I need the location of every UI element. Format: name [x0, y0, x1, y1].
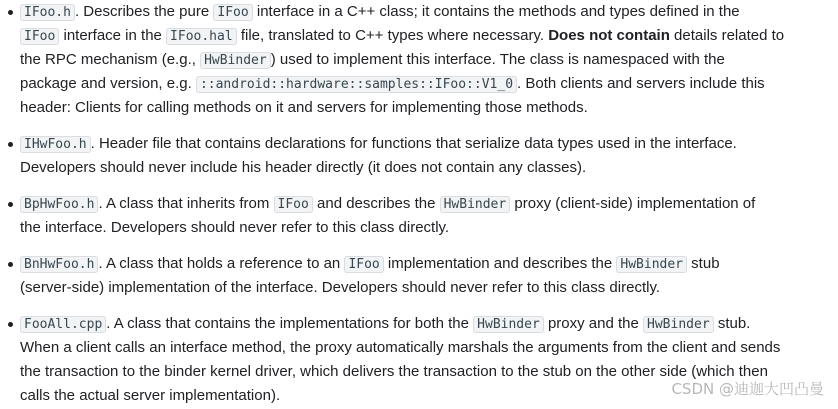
inline-code: HwBinder — [440, 196, 511, 213]
bullet-icon — [8, 202, 13, 207]
text-line — [20, 192, 836, 216]
text-run: . Describes the pure — [74, 3, 214, 20]
text-line — [20, 216, 836, 240]
list-item-text — [20, 192, 836, 240]
text-run: and describes the — [312, 195, 440, 212]
text-run: proxy and the — [543, 315, 644, 332]
inline-code: IFoo — [274, 196, 313, 213]
text-line — [20, 156, 836, 180]
text-run: the RPC mechanism (e.g., — [20, 51, 201, 68]
bullet-icon — [8, 322, 13, 327]
text-run: the transaction to the binder kernel driver, which delivers the transaction to the stub on the other side (which then — [20, 363, 768, 380]
text-run: . Both clients and servers include this — [517, 75, 765, 92]
text-line — [20, 48, 836, 72]
text-line — [20, 24, 836, 48]
text-run: file, translated to C++ types where necessary. — [236, 27, 549, 44]
inline-code: IHwFoo.h — [20, 136, 91, 153]
text-run: interface in the — [59, 27, 167, 44]
inline-code: HwBinder — [473, 316, 544, 333]
text-run: When a client calls an interface method, the proxy automatically marshals the arguments from the client and sends — [20, 339, 781, 356]
text-line — [20, 336, 836, 360]
text-run: the interface. Developers should never refer to this class directly. — [20, 219, 450, 236]
text-run: Developers should never include his header directly (it does not contain any classes). — [20, 159, 587, 176]
text-run: stub — [687, 255, 720, 272]
inline-code: HwBinder — [616, 256, 687, 273]
text-run: . A class that contains the implementations for both the — [106, 315, 474, 332]
inline-code: IFoo.hal — [166, 28, 237, 45]
text-run: proxy (client-side) implementation of — [510, 195, 756, 212]
inline-code: ::android::hardware::samples::IFoo::V1_0 — [196, 76, 517, 93]
bullet-icon — [8, 262, 13, 267]
inline-code: HwBinder — [200, 52, 271, 69]
inline-code: BpHwFoo.h — [20, 196, 98, 213]
text-run: header: Clients for calling methods on it and servers for implementing those methods. — [20, 99, 588, 116]
text-run: stub. — [713, 315, 751, 332]
text-run: (server-side) implementation of the interface. Developers should never refer to this class directly. — [20, 279, 660, 296]
text-run: . Header file that contains declarations for functions that serialize data types used in the interface. — [90, 135, 737, 152]
text-run: ) used to implement this interface. The class is namespaced with the — [270, 51, 725, 68]
text-run: implementation and describes the — [383, 255, 617, 272]
inline-code: IFoo — [344, 256, 383, 273]
text-run: calls the actual server implementation). — [20, 387, 281, 404]
inline-code: BnHwFoo.h — [20, 256, 98, 273]
watermark-text: CSDN @迪迦大凹凸曼 — [671, 380, 824, 398]
text-line — [20, 252, 836, 276]
list-item-text — [20, 132, 836, 180]
text-line — [20, 312, 836, 336]
text-run: package and version, e.g. — [20, 75, 196, 92]
text-run: interface in a C++ class; it contains the methods and types defined in the — [252, 3, 740, 20]
inline-code: IFoo — [213, 4, 252, 21]
inline-code: FooAll.cpp — [20, 316, 106, 333]
list-item-text — [20, 0, 836, 120]
text-line — [20, 72, 836, 96]
inline-code: IFoo.h — [20, 4, 75, 21]
inline-code: HwBinder — [643, 316, 714, 333]
text-line — [20, 132, 836, 156]
text-run: . A class that inherits from — [98, 195, 274, 212]
text-line — [20, 96, 836, 120]
text-run: details related to — [669, 27, 785, 44]
bullet-icon — [8, 10, 13, 15]
inline-code: IFoo — [20, 28, 59, 45]
text-run: . A class that holds a reference to an — [98, 255, 345, 272]
list-item-text — [20, 252, 836, 300]
text-line — [20, 276, 836, 300]
bullet-icon — [8, 142, 13, 147]
bold-text: Does not contain — [548, 27, 670, 44]
text-line — [20, 0, 836, 24]
